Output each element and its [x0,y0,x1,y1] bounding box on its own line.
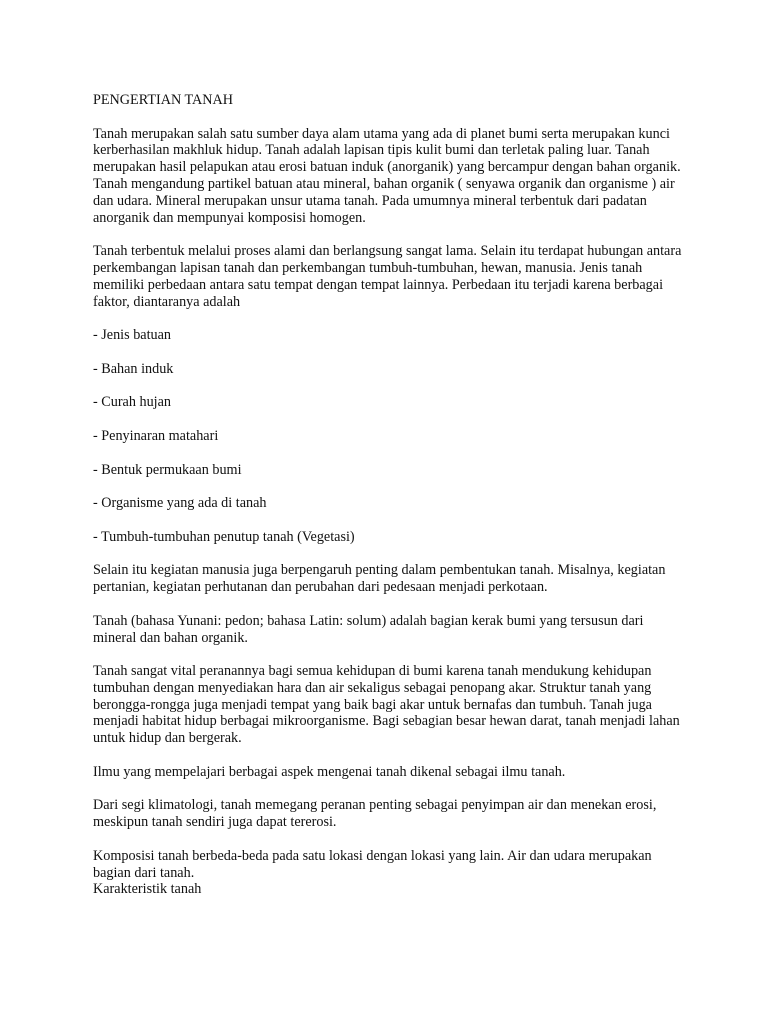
paragraph-climatology: Dari segi klimatologi, tanah memegang peranan penting sebagai penyimpan air dan menekan erosi, meskipun tanah sendiri juga dapat tererosi. [93,797,657,831]
section-heading-characteristics: Karakteristik tanah [93,881,202,898]
paragraph-importance: Tanah sangat vital peranannya bagi semua kehidupan di bumi karena tanah mendukung kehidupan tumbuhan dengan menyediakan hara dan air sekaligus sebagai penopang akar. Struktur tanah yang berongga-rongga juga menjadi tempat yang baik bagi akar untuk bernafas dan tumbuh. Tanah juga menjadi habitat hidup berbagai mikroorganisme. Bagi sebagian besar hewan darat, tanah menjadi lahan untuk hidup dan bergerak. [93,663,680,747]
list-item: - Penyinaran matahari [93,427,219,444]
document-title: PENGERTIAN TANAH [93,92,234,108]
list-item: - Bahan induk [93,360,174,377]
factor-list [93,327,683,545]
list-item: - Tumbuh-tumbuhan penutup tanah (Vegetasi) [93,528,355,545]
list-item: - Jenis batuan [93,327,172,344]
document-page [93,92,683,915]
list-item: - Bentuk permukaan bumi [93,461,242,478]
list-item: - Curah hujan [93,394,172,411]
list-item: - Organisme yang ada di tanah [93,495,267,512]
paragraph-definition: Tanah merupakan salah satu sumber daya alam utama yang ada di planet bumi serta merupakan kunci kerberhasilan makhluk hidup. Tanah adalah lapisan tipis kulit bumi dan terletak paling luar. Tanah merupakan hasil pelapukan atau erosi batuan induk (anorganik) yang bercampur dengan bahan organik. Tanah mengandung partikel batuan atau mineral, bahan organik ( senyawa organik dan organisme ) air dan udara. Mineral merupakan unsur utama tanah. Pada umumnya mineral terbentuk dari padatan anorganik dan mempunyai komposisi homogen. [93,125,681,226]
paragraph-soil-science: Ilmu yang mempelajari berbagai aspek mengenai tanah dikenal sebagai ilmu tanah. [93,763,566,780]
paragraph-formation: Tanah terbentuk melalui proses alami dan berlangsung sangat lama. Selain itu terdapat hubungan antara perkembangan lapisan tanah dan perkembangan tumbuh-tumbuhan, hewan, manusia. Jenis tanah memiliki perbedaan antara satu tempat dengan tempat lainnya. Perbedaan itu terjadi karena berbagai faktor, diantaranya adalah [93,243,682,310]
paragraph-composition: Komposisi tanah berbeda-beda pada satu lokasi dengan lokasi yang lain. Air dan udara merupakan bagian dari tanah. [93,847,652,881]
paragraph-etymology: Tanah (bahasa Yunani: pedon; bahasa Latin: solum) adalah bagian kerak bumi yang tersusun dari mineral dan bahan organik. [93,612,644,646]
paragraph-human-activity: Selain itu kegiatan manusia juga berpengaruh penting dalam pembentukan tanah. Misalnya, kegiatan pertanian, kegiatan perhutanan dan perubahan dari pedesaan menjadi perkotaan. [93,562,666,596]
